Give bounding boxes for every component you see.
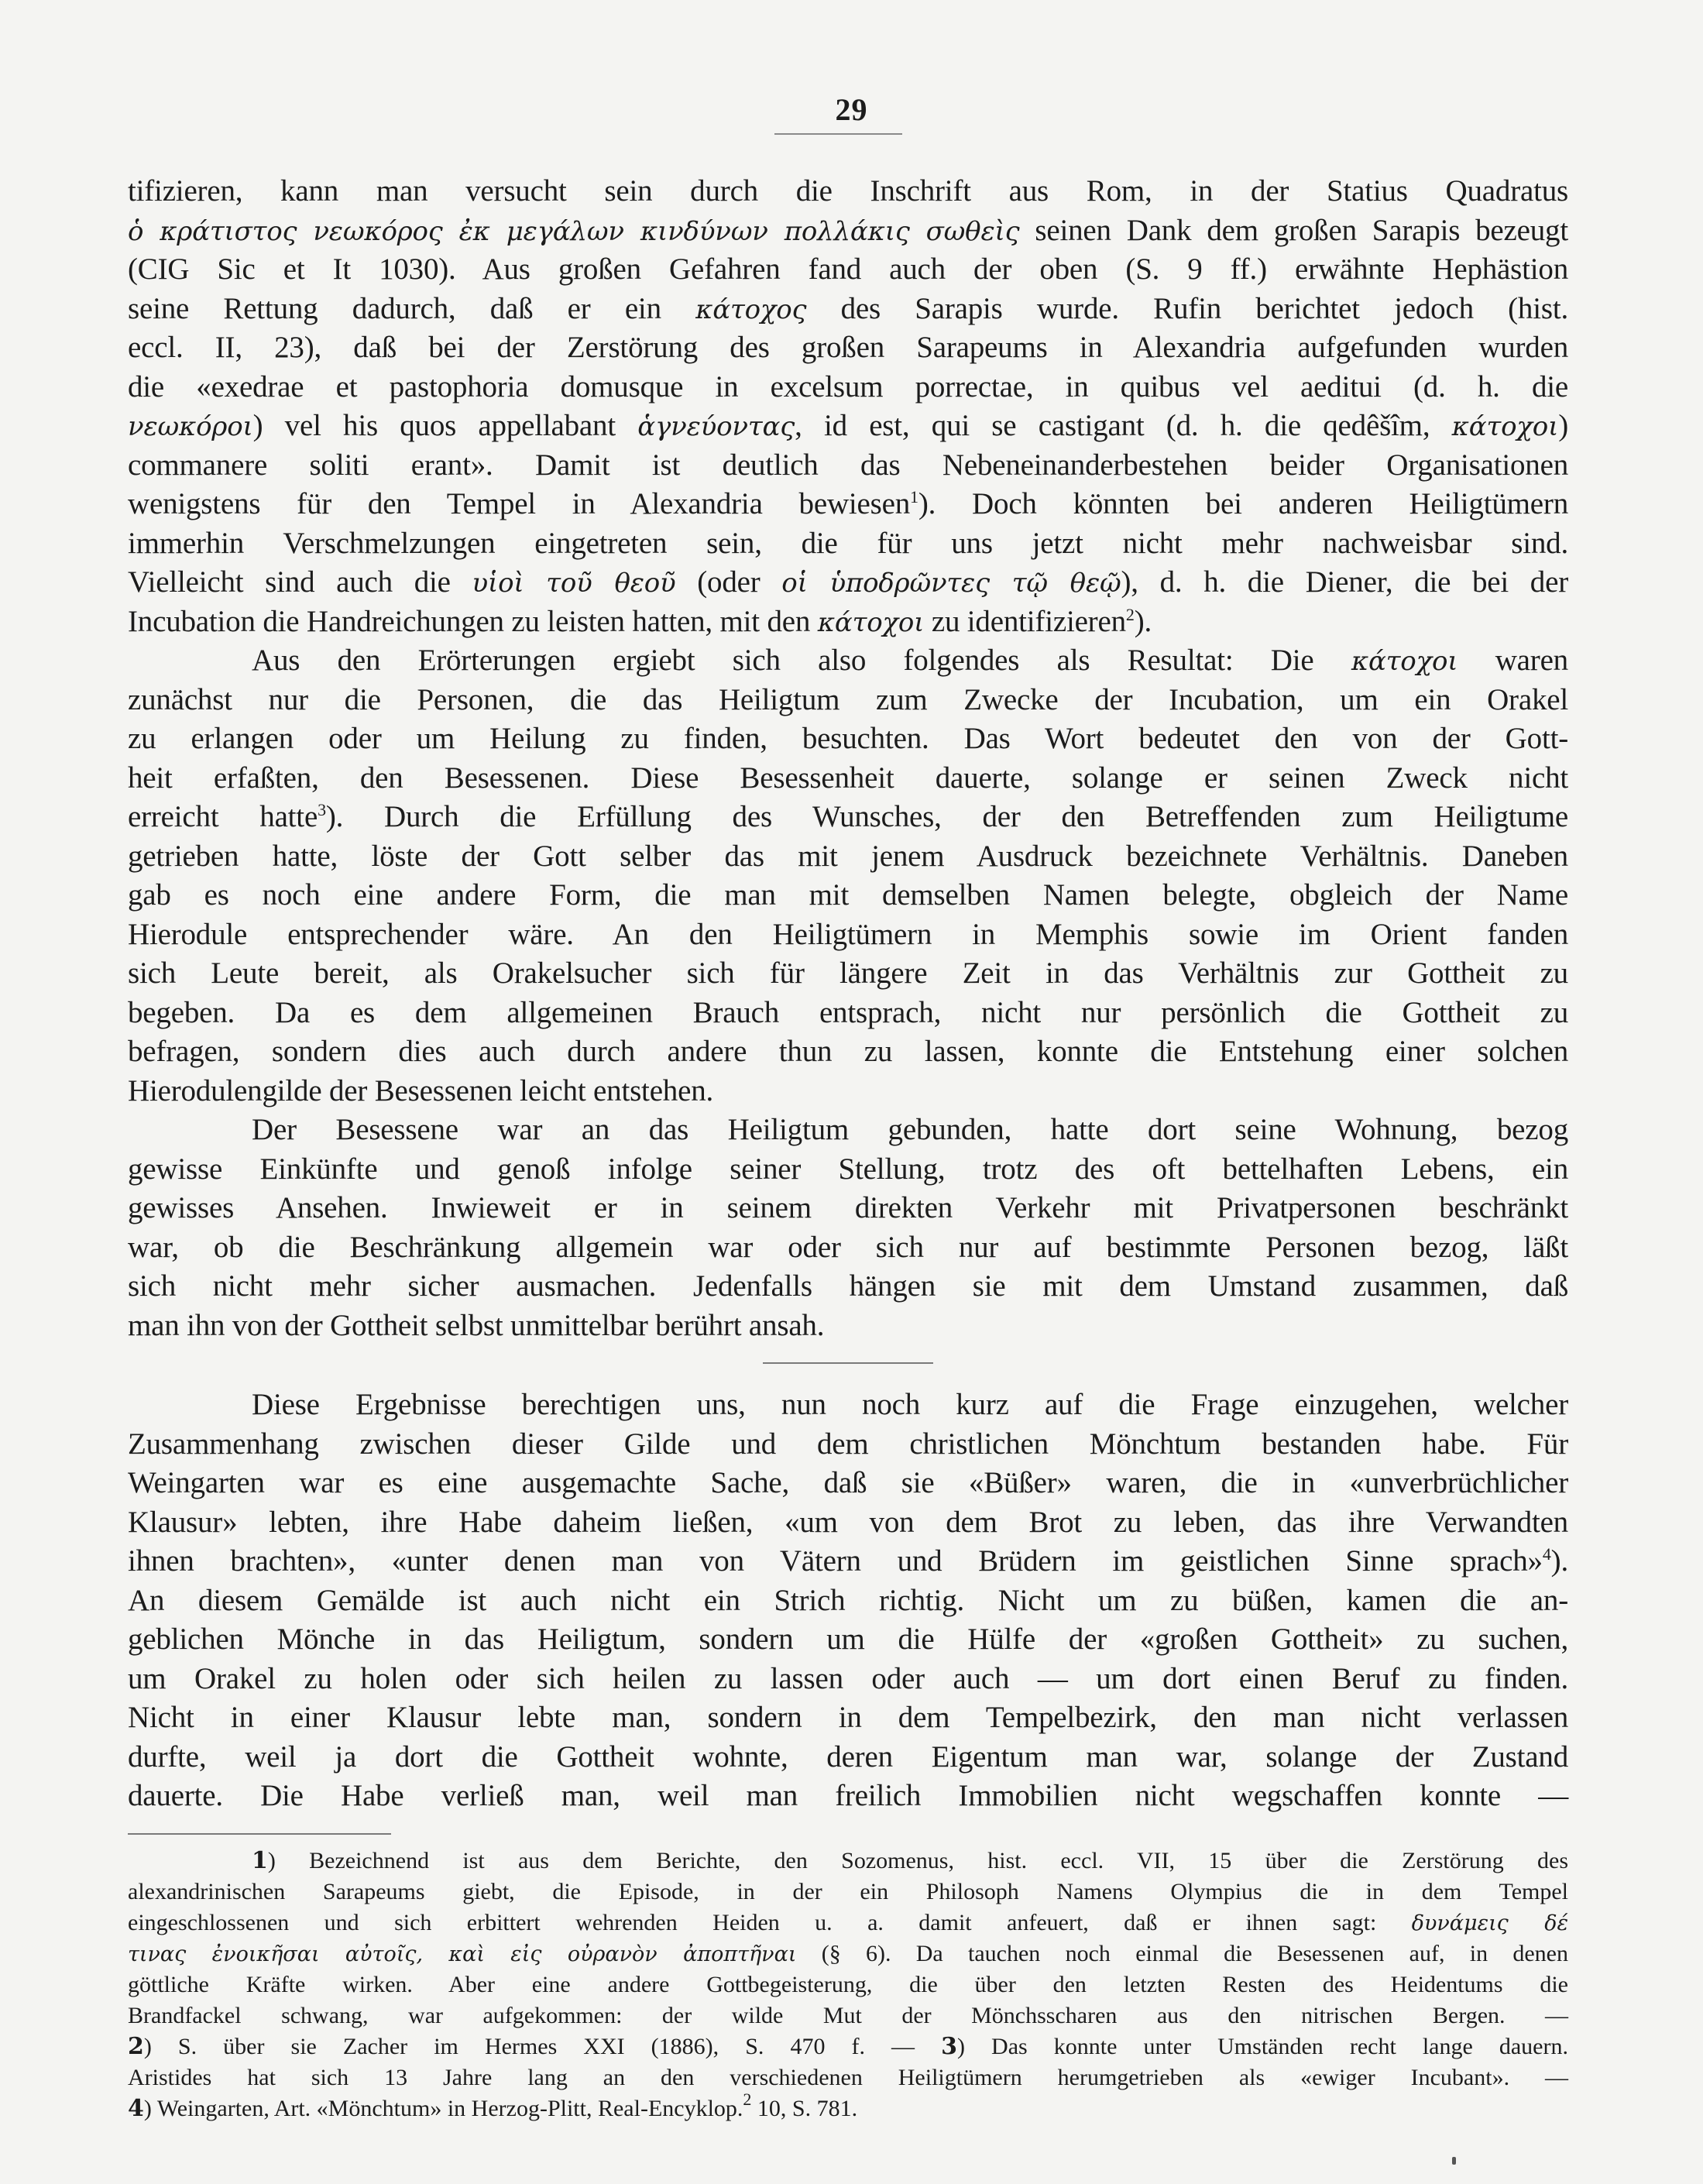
text-line <box>128 1267 1568 1307</box>
text-line <box>128 524 1568 564</box>
text-run: Hierodulengilde der Besessenen leicht entstehen. <box>128 1073 714 1107</box>
text-run: man ihn von der Gottheit selbst unmittelbar berührt ansah. <box>128 1308 825 1342</box>
text-run: erreicht hatte <box>128 800 318 833</box>
text-line <box>128 719 1568 759</box>
paragraph-4 <box>128 1386 1568 1816</box>
text-run: wenigstens für den Tempel in Alexandria bewiesen <box>128 487 911 520</box>
text-line <box>128 1150 1568 1190</box>
text-run: ). Durch die Erfüllung des Wunsches, der den Betreffenden zum Heiligtume <box>325 800 1568 833</box>
greek-phrase: τινας ἐνοικῆσαι αὐτοῖς, καὶ εἰς οὐρανὸν ἀποπτῆναι <box>128 1942 797 1966</box>
greek-phrase: οἱ ὑποδρῶντες τῷ θεῷ <box>781 568 1121 599</box>
text-run: ) <box>1558 409 1569 442</box>
text-line <box>128 798 1568 837</box>
text-run: gab es noch eine andere Form, die man mit demselben Namen belegte, obgleich der Name <box>128 878 1568 912</box>
greek-phrase: νεωκόροι <box>128 411 253 442</box>
text-run: gewisses Ansehen. Inwieweit er in seinem direkten Verkehr mit Privatpersonen beschränkt <box>128 1191 1568 1224</box>
text-line <box>128 1111 1568 1150</box>
text-run: ). Doch könnten bei anderen Heiligtümern <box>918 487 1568 520</box>
text-line <box>128 954 1568 994</box>
text-run: ) Bezeichnend ist aus dem Berichte, den Sozomenus, hist. eccl. VII, 15 über die Zerstörung des <box>267 1847 1568 1873</box>
text-run: immerhin Verschmelzungen eingetreten sein, die für uns jetzt nicht mehr nachweisbar sind. <box>128 526 1568 560</box>
footnote-rule <box>128 1833 391 1835</box>
text-run: 10, S. 781. <box>751 2095 858 2121</box>
text-run: (CIG Sic et It 1030). Aus großen Gefahren fand auch der oben (S. 9 ff.) erwähnte Hephästion <box>128 252 1568 286</box>
text-line <box>128 603 1568 642</box>
text-run: zunächst nur die Personen, die das Heiligtum zum Zwecke der Incubation, um ein Orakel <box>128 682 1568 716</box>
text-run: ihnen brachten», «unter denen man von Vätern und Brüdern im geistlichen Sinne sprach» <box>128 1544 1543 1578</box>
greek-phrase: κάτοχοι <box>1351 646 1458 677</box>
footnote-line <box>128 1908 1568 1938</box>
text-line <box>128 1503 1568 1543</box>
text-run: tifizieren, kann man versucht sein durch die Inschrift aus Rom, in der Statius Quadratus <box>128 174 1568 208</box>
text-line <box>128 641 1568 681</box>
footnote-line <box>128 1846 1568 1877</box>
text-run: Aus den Erörterungen ergiebt sich also folgendes als Resultat: Die <box>252 644 1351 677</box>
text-run: Zusammenhang zwischen dieser Gilde und dem christlichen Mönchtum bestanden habe. Für <box>128 1427 1568 1461</box>
text-line <box>128 368 1568 407</box>
text-line <box>128 915 1568 955</box>
footnote-reference[interactable]: 1 <box>910 487 918 507</box>
footnote-reference[interactable]: 2 <box>743 2089 752 2109</box>
text-run: Diese Ergebnisse berechtigen uns, nun noch kurz auf die Frage einzugehen, welcher <box>252 1388 1568 1421</box>
footnote-number: 2 <box>128 2032 144 2060</box>
text-run: ) S. über sie Zacher im Hermes XXI (1886), S. 470 f. — <box>143 2033 942 2059</box>
greek-phrase: κάτοχος <box>695 294 807 325</box>
text-run: Brandfackel schwang, war aufgekommen: der wilde Mut der Mönchsscharen aus den nitrischen Bergen. — <box>128 2002 1568 2028</box>
footnote-line <box>128 1969 1568 2000</box>
text-line <box>128 1386 1568 1425</box>
footnote-reference[interactable]: 2 <box>1125 604 1135 624</box>
text-run: Aristides hat sich 13 Jahre lang an den verschiedenen Heiligtümern herumgetrieben als «ewiger Incubant». — <box>128 2064 1568 2090</box>
text-line <box>128 290 1568 329</box>
text-run: Weingarten war es eine ausgemachte Sache, daß sie «Büßer» waren, die in «unverbrüchlicher <box>128 1466 1568 1499</box>
text-line <box>128 1228 1568 1268</box>
text-run: waren <box>1458 644 1568 677</box>
text-run: alexandrinischen Sarapeums giebt, die Episode, in der ein Philosoph Namens Olympius die in dem Tempel <box>128 1878 1568 1904</box>
greek-phrase: κάτοχοι <box>817 606 925 638</box>
footnote-line <box>128 1877 1568 1908</box>
footnote-number: 3 <box>941 2032 957 2060</box>
text-line <box>128 172 1568 211</box>
greek-phrase: ὁ κράτιστος νεωκόρος ἐκ μεγάλων κινδύνων πολλάκις σωθεὶς <box>128 215 1020 247</box>
text-line <box>128 407 1568 446</box>
footnote-reference[interactable]: 4 <box>1542 1544 1551 1564</box>
greek-phrase: υἱοὶ τοῦ θεοῦ <box>472 568 676 599</box>
text-run: zu erlangen oder um Heilung zu finden, besuchten. Das Wort bedeutet den von der Gott- <box>128 722 1568 755</box>
text-run: begeben. Da es dem allgemeinen Brauch entsprach, nicht nur persönlich die Gottheit zu <box>128 995 1568 1029</box>
text-run: (§ 6). Da tauchen noch einmal die Besessenen auf, in denen <box>796 1940 1568 1966</box>
text-line <box>128 1425 1568 1465</box>
text-run: göttliche Kräfte wirken. Aber eine andere Gottbegeisterung, die über den letzten Resten des Heidentums die <box>128 1971 1568 1997</box>
footnote-line <box>128 2062 1568 2093</box>
text-line <box>128 250 1568 290</box>
text-line <box>128 328 1568 368</box>
footnote-reference[interactable]: 3 <box>318 800 326 819</box>
text-run: ) Das konnte unter Umständen recht lange dauern. <box>956 2033 1568 2059</box>
page-number: 29 <box>835 92 868 127</box>
text-line <box>128 1698 1568 1738</box>
text-line <box>128 681 1568 720</box>
footnote-line <box>128 2000 1568 2031</box>
text-run: ). <box>1550 1544 1568 1578</box>
main-text <box>128 172 1568 2124</box>
footnote-number: 4 <box>128 2094 144 2122</box>
text-run: seine Rettung dadurch, daß er ein <box>128 291 696 325</box>
text-line <box>128 1777 1568 1816</box>
text-run: befragen, sondern dies auch durch andere thun zu lassen, konnte die Entstehung einer solchen <box>128 1035 1568 1068</box>
text-run: (oder <box>675 565 782 599</box>
text-line <box>128 1738 1568 1777</box>
text-line <box>128 563 1568 603</box>
paragraph-1 <box>128 172 1568 641</box>
text-line <box>128 446 1568 486</box>
text-run: ) vel his quos appellabant <box>252 409 638 442</box>
text-run: geblichen Mönche in das Heiligtum, sondern um die Hülfe der «großen Gottheit» zu suchen, <box>128 1623 1568 1656</box>
text-line <box>128 1581 1568 1621</box>
section-divider <box>763 1362 933 1364</box>
text-line <box>128 1189 1568 1228</box>
text-run: eingeschlossenen und sich erbittert wehrenden Heiden u. a. damit anfeuert, daß er ihnen sagt: <box>128 1909 1412 1935</box>
paragraph-2 <box>128 641 1568 1111</box>
greek-phrase: δυνάμεις δέ <box>1411 1911 1569 1935</box>
page-number-rule <box>774 133 902 135</box>
print-speck <box>1452 2157 1456 2165</box>
text-run: getrieben hatte, löste der Gott selber das mit jenem Ausdruck bezeichnete Verhältnis. Daneben <box>128 839 1568 873</box>
greek-phrase: ἁγνεύοντας <box>637 411 795 442</box>
footnote-line <box>128 2089 1568 2124</box>
footnotes <box>128 1846 1568 2124</box>
text-line <box>128 1032 1568 1072</box>
text-run: Incubation die Handreichungen zu leisten hatten, mit den <box>128 604 818 638</box>
text-run: um Orakel zu holen oder sich heilen zu lassen oder auch — um dort einen Beruf zu finden. <box>128 1661 1568 1695</box>
text-run: dauerte. Die Habe verließ man, weil man freilich Immobilien nicht wegschaffen konnte — <box>128 1779 1568 1812</box>
footnote-line <box>128 2031 1568 2062</box>
text-run: seinen Dank dem großen Sarapis bezeugt <box>1019 213 1568 247</box>
text-run: Nicht in einer Klausur lebte man, sondern in dem Tempelbezirk, den man nicht verlassen <box>128 1701 1568 1734</box>
text-line <box>128 1660 1568 1699</box>
text-run: sich Leute bereit, als Orakelsucher sich für längere Zeit in das Verhältnis zur Gottheit zu <box>128 956 1568 990</box>
text-run: ), d. h. die Diener, die bei der <box>1121 565 1568 599</box>
text-run: die «exedrae et pastophoria domusque in excelsum porrectae, in quibus vel aeditui (d. h. die <box>128 369 1568 403</box>
text-line <box>128 876 1568 915</box>
text-run: ) Weingarten, Art. «Mönchtum» in Herzog-Plitt, Real-Encyklop. <box>143 2095 743 2121</box>
text-run: commanere soliti erant». Damit ist deutlich das Nebeneinanderbestehen beider Organisationen <box>128 448 1568 482</box>
text-run: Der Besessene war an das Heiligtum gebunden, hatte dort seine Wohnung, bezog <box>252 1113 1568 1146</box>
text-run: heit erfaßten, den Besessenen. Diese Besessenheit dauerte, solange er seinen Zweck nicht <box>128 761 1568 795</box>
text-run: war, ob die Beschränkung allgemein war oder sich nur auf bestimmte Personen bezog, läßt <box>128 1230 1568 1264</box>
text-run: Vielleicht sind auch die <box>128 565 472 599</box>
footnote-number: 1 <box>252 1846 268 1874</box>
paragraph-3 <box>128 1111 1568 1345</box>
text-run: des Sarapis wurde. Rufin berichtet jedoch (hist. <box>806 291 1569 325</box>
text-run: An diesem Gemälde ist auch nicht ein Strich richtig. Nicht um zu büßen, kamen die an- <box>128 1583 1568 1617</box>
text-run: eccl. II, 23), daß bei der Zerstörung des großen Sarapeums in Alexandria aufgefunden wurden <box>128 331 1568 364</box>
text-run: Hierodule entsprechender wäre. An den Heiligtümern in Memphis sowie im Orient fanden <box>128 917 1568 951</box>
text-line <box>128 759 1568 798</box>
text-line <box>128 1464 1568 1503</box>
text-line <box>128 1307 1568 1346</box>
footnote-line <box>128 1938 1568 1969</box>
text-line <box>128 211 1568 251</box>
text-run: durfte, weil ja dort die Gottheit wohnte, deren Eigentum man war, solange der Zustand <box>128 1739 1568 1774</box>
text-run: , id est, qui se castigant (d. h. die qedêšîm, <box>795 409 1452 442</box>
text-run: ). <box>1134 604 1152 638</box>
greek-phrase: κάτοχοι <box>1451 411 1559 442</box>
text-line <box>128 1072 1568 1111</box>
text-run: gewisse Einkünfte und genoß infolge seiner Stellung, trotz des oft bettelhaften Lebens, ein <box>128 1152 1568 1186</box>
text-run: Klausur» lebten, ihre Habe daheim ließen, «um von dem Brot zu leben, das ihre Verwandten <box>128 1505 1568 1539</box>
text-line <box>128 1542 1568 1581</box>
text-run: zu identifizieren <box>924 604 1126 638</box>
text-line <box>128 837 1568 877</box>
text-line <box>128 485 1568 524</box>
text-line <box>128 1620 1568 1660</box>
text-run: sich nicht mehr sicher ausmachen. Jedenfalls hängen sie mit dem Umstand zusammen, daß <box>128 1269 1568 1303</box>
text-line <box>128 994 1568 1033</box>
